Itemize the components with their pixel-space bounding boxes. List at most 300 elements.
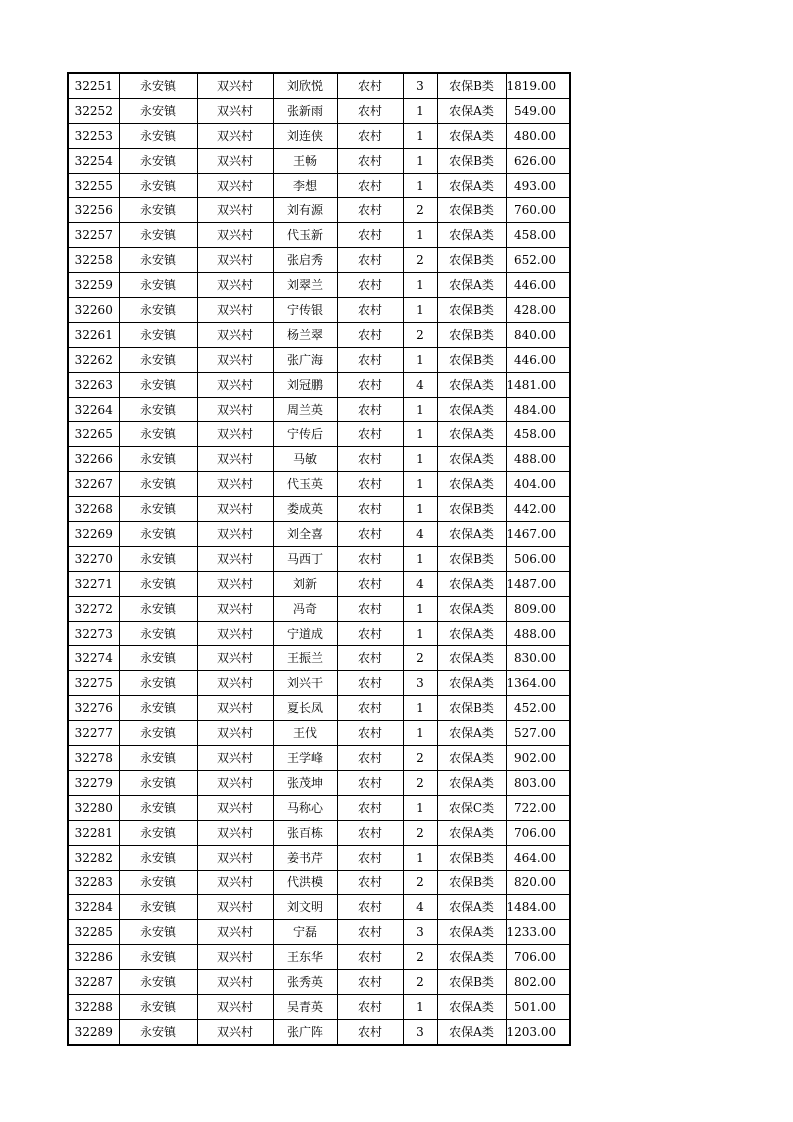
amount-cell: 706.00 bbox=[506, 820, 570, 845]
town-cell: 永安镇 bbox=[119, 795, 197, 820]
amount-cell: 722.00 bbox=[506, 795, 570, 820]
town-cell: 永安镇 bbox=[119, 994, 197, 1019]
record-id-cell: 32274 bbox=[68, 646, 119, 671]
person-name-cell: 王学峰 bbox=[273, 746, 337, 771]
town-cell: 永安镇 bbox=[119, 646, 197, 671]
town-cell: 永安镇 bbox=[119, 845, 197, 870]
area-type-cell: 农村 bbox=[337, 73, 403, 98]
town-cell: 永安镇 bbox=[119, 522, 197, 547]
record-id-cell: 32282 bbox=[68, 845, 119, 870]
household-count-cell: 1 bbox=[403, 546, 437, 571]
town-cell: 永安镇 bbox=[119, 820, 197, 845]
town-cell: 永安镇 bbox=[119, 571, 197, 596]
insurance-type-cell: 农保A类 bbox=[437, 994, 506, 1019]
village-cell: 双兴村 bbox=[197, 696, 273, 721]
insurance-type-cell: 农保A类 bbox=[437, 273, 506, 298]
town-cell: 永安镇 bbox=[119, 422, 197, 447]
town-cell: 永安镇 bbox=[119, 920, 197, 945]
insurance-type-cell: 农保B类 bbox=[437, 546, 506, 571]
record-id-cell: 32260 bbox=[68, 298, 119, 323]
area-type-cell: 农村 bbox=[337, 173, 403, 198]
area-type-cell: 农村 bbox=[337, 223, 403, 248]
insurance-type-cell: 农保A类 bbox=[437, 223, 506, 248]
table-row bbox=[68, 347, 570, 372]
amount-cell: 549.00 bbox=[506, 98, 570, 123]
insurance-type-cell: 农保A类 bbox=[437, 372, 506, 397]
record-id-cell: 32266 bbox=[68, 447, 119, 472]
amount-cell: 488.00 bbox=[506, 621, 570, 646]
amount-cell: 652.00 bbox=[506, 248, 570, 273]
village-cell: 双兴村 bbox=[197, 497, 273, 522]
insurance-type-cell: 农保B类 bbox=[437, 845, 506, 870]
table-row bbox=[68, 422, 570, 447]
table-row bbox=[68, 945, 570, 970]
amount-cell: 809.00 bbox=[506, 596, 570, 621]
insurance-type-cell: 农保A类 bbox=[437, 646, 506, 671]
village-cell: 双兴村 bbox=[197, 646, 273, 671]
area-type-cell: 农村 bbox=[337, 397, 403, 422]
person-name-cell: 马称心 bbox=[273, 795, 337, 820]
table-row bbox=[68, 895, 570, 920]
person-name-cell: 代玉英 bbox=[273, 472, 337, 497]
village-cell: 双兴村 bbox=[197, 671, 273, 696]
area-type-cell: 农村 bbox=[337, 795, 403, 820]
household-count-cell: 3 bbox=[403, 920, 437, 945]
person-name-cell: 刘兴干 bbox=[273, 671, 337, 696]
village-cell: 双兴村 bbox=[197, 522, 273, 547]
household-count-cell: 4 bbox=[403, 571, 437, 596]
table-row bbox=[68, 223, 570, 248]
village-cell: 双兴村 bbox=[197, 472, 273, 497]
person-name-cell: 张茂坤 bbox=[273, 770, 337, 795]
village-cell: 双兴村 bbox=[197, 994, 273, 1019]
village-cell: 双兴村 bbox=[197, 223, 273, 248]
household-count-cell: 2 bbox=[403, 248, 437, 273]
person-name-cell: 冯奇 bbox=[273, 596, 337, 621]
person-name-cell: 周兰英 bbox=[273, 397, 337, 422]
insurance-type-cell: 农保A类 bbox=[437, 746, 506, 771]
record-id-cell: 32283 bbox=[68, 870, 119, 895]
amount-cell: 1364.00 bbox=[506, 671, 570, 696]
person-name-cell: 代洪模 bbox=[273, 870, 337, 895]
insurance-type-cell: 农保B类 bbox=[437, 696, 506, 721]
town-cell: 永安镇 bbox=[119, 596, 197, 621]
household-count-cell: 1 bbox=[403, 397, 437, 422]
household-count-cell: 4 bbox=[403, 372, 437, 397]
area-type-cell: 农村 bbox=[337, 497, 403, 522]
town-cell: 永安镇 bbox=[119, 970, 197, 995]
area-type-cell: 农村 bbox=[337, 895, 403, 920]
record-id-cell: 32270 bbox=[68, 546, 119, 571]
record-id-cell: 32252 bbox=[68, 98, 119, 123]
household-count-cell: 1 bbox=[403, 223, 437, 248]
record-id-cell: 32254 bbox=[68, 148, 119, 173]
record-id-cell: 32265 bbox=[68, 422, 119, 447]
insurance-type-cell: 农保A类 bbox=[437, 721, 506, 746]
insurance-type-cell: 农保A类 bbox=[437, 945, 506, 970]
person-name-cell: 吴青英 bbox=[273, 994, 337, 1019]
area-type-cell: 农村 bbox=[337, 123, 403, 148]
village-cell: 双兴村 bbox=[197, 895, 273, 920]
household-count-cell: 2 bbox=[403, 322, 437, 347]
village-cell: 双兴村 bbox=[197, 795, 273, 820]
area-type-cell: 农村 bbox=[337, 994, 403, 1019]
person-name-cell: 宁磊 bbox=[273, 920, 337, 945]
amount-cell: 1481.00 bbox=[506, 372, 570, 397]
household-count-cell: 1 bbox=[403, 273, 437, 298]
town-cell: 永安镇 bbox=[119, 73, 197, 98]
insurance-type-cell: 农保A类 bbox=[437, 173, 506, 198]
town-cell: 永安镇 bbox=[119, 746, 197, 771]
amount-cell: 820.00 bbox=[506, 870, 570, 895]
area-type-cell: 农村 bbox=[337, 571, 403, 596]
table-row bbox=[68, 248, 570, 273]
table-row bbox=[68, 696, 570, 721]
person-name-cell: 张秀英 bbox=[273, 970, 337, 995]
record-id-cell: 32269 bbox=[68, 522, 119, 547]
amount-cell: 840.00 bbox=[506, 322, 570, 347]
insurance-type-cell: 农保A类 bbox=[437, 1019, 506, 1044]
area-type-cell: 农村 bbox=[337, 845, 403, 870]
village-cell: 双兴村 bbox=[197, 248, 273, 273]
household-count-cell: 1 bbox=[403, 696, 437, 721]
record-id-cell: 32268 bbox=[68, 497, 119, 522]
table-row bbox=[68, 273, 570, 298]
amount-cell: 501.00 bbox=[506, 994, 570, 1019]
area-type-cell: 农村 bbox=[337, 945, 403, 970]
area-type-cell: 农村 bbox=[337, 273, 403, 298]
table-row bbox=[68, 198, 570, 223]
area-type-cell: 农村 bbox=[337, 870, 403, 895]
area-type-cell: 农村 bbox=[337, 621, 403, 646]
record-id-cell: 32286 bbox=[68, 945, 119, 970]
insurance-type-cell: 农保A类 bbox=[437, 397, 506, 422]
person-name-cell: 刘文明 bbox=[273, 895, 337, 920]
table-row bbox=[68, 970, 570, 995]
record-id-cell: 32273 bbox=[68, 621, 119, 646]
village-cell: 双兴村 bbox=[197, 571, 273, 596]
record-id-cell: 32288 bbox=[68, 994, 119, 1019]
person-name-cell: 王振兰 bbox=[273, 646, 337, 671]
area-type-cell: 农村 bbox=[337, 98, 403, 123]
record-id-cell: 32271 bbox=[68, 571, 119, 596]
area-type-cell: 农村 bbox=[337, 422, 403, 447]
table-row bbox=[68, 173, 570, 198]
person-name-cell: 刘新 bbox=[273, 571, 337, 596]
village-cell: 双兴村 bbox=[197, 298, 273, 323]
table-row bbox=[68, 721, 570, 746]
village-cell: 双兴村 bbox=[197, 770, 273, 795]
household-count-cell: 4 bbox=[403, 895, 437, 920]
household-count-cell: 2 bbox=[403, 646, 437, 671]
village-cell: 双兴村 bbox=[197, 621, 273, 646]
town-cell: 永安镇 bbox=[119, 696, 197, 721]
records-table bbox=[67, 72, 571, 1046]
town-cell: 永安镇 bbox=[119, 870, 197, 895]
household-count-cell: 1 bbox=[403, 98, 437, 123]
household-count-cell: 1 bbox=[403, 447, 437, 472]
village-cell: 双兴村 bbox=[197, 397, 273, 422]
record-id-cell: 32277 bbox=[68, 721, 119, 746]
insurance-type-cell: 农保B类 bbox=[437, 870, 506, 895]
amount-cell: 1484.00 bbox=[506, 895, 570, 920]
person-name-cell: 王东华 bbox=[273, 945, 337, 970]
town-cell: 永安镇 bbox=[119, 945, 197, 970]
table-row bbox=[68, 298, 570, 323]
insurance-type-cell: 农保A类 bbox=[437, 472, 506, 497]
insurance-type-cell: 农保B类 bbox=[437, 298, 506, 323]
town-cell: 永安镇 bbox=[119, 472, 197, 497]
record-id-cell: 32262 bbox=[68, 347, 119, 372]
table-row bbox=[68, 98, 570, 123]
village-cell: 双兴村 bbox=[197, 447, 273, 472]
area-type-cell: 农村 bbox=[337, 671, 403, 696]
area-type-cell: 农村 bbox=[337, 1019, 403, 1044]
village-cell: 双兴村 bbox=[197, 596, 273, 621]
amount-cell: 446.00 bbox=[506, 273, 570, 298]
person-name-cell: 马西丁 bbox=[273, 546, 337, 571]
record-id-cell: 32255 bbox=[68, 173, 119, 198]
area-type-cell: 农村 bbox=[337, 298, 403, 323]
area-type-cell: 农村 bbox=[337, 347, 403, 372]
records-body bbox=[68, 73, 570, 1045]
village-cell: 双兴村 bbox=[197, 73, 273, 98]
village-cell: 双兴村 bbox=[197, 148, 273, 173]
village-cell: 双兴村 bbox=[197, 920, 273, 945]
household-count-cell: 2 bbox=[403, 820, 437, 845]
person-name-cell: 刘冠鹏 bbox=[273, 372, 337, 397]
town-cell: 永安镇 bbox=[119, 347, 197, 372]
household-count-cell: 2 bbox=[403, 970, 437, 995]
person-name-cell: 刘有源 bbox=[273, 198, 337, 223]
household-count-cell: 1 bbox=[403, 795, 437, 820]
village-cell: 双兴村 bbox=[197, 173, 273, 198]
household-count-cell: 1 bbox=[403, 621, 437, 646]
amount-cell: 802.00 bbox=[506, 970, 570, 995]
village-cell: 双兴村 bbox=[197, 845, 273, 870]
amount-cell: 480.00 bbox=[506, 123, 570, 148]
table-row bbox=[68, 596, 570, 621]
record-id-cell: 32259 bbox=[68, 273, 119, 298]
person-name-cell: 张新雨 bbox=[273, 98, 337, 123]
town-cell: 永安镇 bbox=[119, 447, 197, 472]
amount-cell: 428.00 bbox=[506, 298, 570, 323]
person-name-cell: 王伐 bbox=[273, 721, 337, 746]
amount-cell: 404.00 bbox=[506, 472, 570, 497]
town-cell: 永安镇 bbox=[119, 273, 197, 298]
person-name-cell: 宁道成 bbox=[273, 621, 337, 646]
insurance-type-cell: 农保B类 bbox=[437, 322, 506, 347]
amount-cell: 458.00 bbox=[506, 422, 570, 447]
insurance-type-cell: 农保A类 bbox=[437, 123, 506, 148]
insurance-type-cell: 农保A类 bbox=[437, 422, 506, 447]
area-type-cell: 农村 bbox=[337, 770, 403, 795]
table-row bbox=[68, 123, 570, 148]
village-cell: 双兴村 bbox=[197, 347, 273, 372]
village-cell: 双兴村 bbox=[197, 123, 273, 148]
household-count-cell: 1 bbox=[403, 123, 437, 148]
amount-cell: 484.00 bbox=[506, 397, 570, 422]
insurance-type-cell: 农保B类 bbox=[437, 970, 506, 995]
amount-cell: 1233.00 bbox=[506, 920, 570, 945]
area-type-cell: 农村 bbox=[337, 746, 403, 771]
table-row bbox=[68, 994, 570, 1019]
town-cell: 永安镇 bbox=[119, 173, 197, 198]
town-cell: 永安镇 bbox=[119, 322, 197, 347]
amount-cell: 493.00 bbox=[506, 173, 570, 198]
village-cell: 双兴村 bbox=[197, 198, 273, 223]
amount-cell: 706.00 bbox=[506, 945, 570, 970]
record-id-cell: 32276 bbox=[68, 696, 119, 721]
person-name-cell: 王畅 bbox=[273, 148, 337, 173]
amount-cell: 442.00 bbox=[506, 497, 570, 522]
area-type-cell: 农村 bbox=[337, 148, 403, 173]
area-type-cell: 农村 bbox=[337, 920, 403, 945]
household-count-cell: 1 bbox=[403, 298, 437, 323]
table-row bbox=[68, 1019, 570, 1044]
village-cell: 双兴村 bbox=[197, 98, 273, 123]
village-cell: 双兴村 bbox=[197, 721, 273, 746]
household-count-cell: 1 bbox=[403, 173, 437, 198]
insurance-type-cell: 农保A类 bbox=[437, 98, 506, 123]
insurance-type-cell: 农保A类 bbox=[437, 447, 506, 472]
record-id-cell: 32261 bbox=[68, 322, 119, 347]
household-count-cell: 2 bbox=[403, 870, 437, 895]
town-cell: 永安镇 bbox=[119, 621, 197, 646]
household-count-cell: 2 bbox=[403, 770, 437, 795]
household-count-cell: 1 bbox=[403, 845, 437, 870]
person-name-cell: 代玉新 bbox=[273, 223, 337, 248]
village-cell: 双兴村 bbox=[197, 945, 273, 970]
person-name-cell: 张百栋 bbox=[273, 820, 337, 845]
household-count-cell: 1 bbox=[403, 347, 437, 372]
table-row bbox=[68, 397, 570, 422]
town-cell: 永安镇 bbox=[119, 895, 197, 920]
person-name-cell: 李想 bbox=[273, 173, 337, 198]
town-cell: 永安镇 bbox=[119, 148, 197, 173]
town-cell: 永安镇 bbox=[119, 223, 197, 248]
area-type-cell: 农村 bbox=[337, 322, 403, 347]
town-cell: 永安镇 bbox=[119, 770, 197, 795]
amount-cell: 830.00 bbox=[506, 646, 570, 671]
area-type-cell: 农村 bbox=[337, 546, 403, 571]
table-row bbox=[68, 845, 570, 870]
table-row bbox=[68, 870, 570, 895]
table-row bbox=[68, 497, 570, 522]
record-id-cell: 32280 bbox=[68, 795, 119, 820]
village-cell: 双兴村 bbox=[197, 546, 273, 571]
table-row bbox=[68, 671, 570, 696]
insurance-type-cell: 农保A类 bbox=[437, 895, 506, 920]
insurance-type-cell: 农保A类 bbox=[437, 522, 506, 547]
amount-cell: 1487.00 bbox=[506, 571, 570, 596]
person-name-cell: 张广阵 bbox=[273, 1019, 337, 1044]
insurance-type-cell: 农保B类 bbox=[437, 497, 506, 522]
amount-cell: 446.00 bbox=[506, 347, 570, 372]
area-type-cell: 农村 bbox=[337, 596, 403, 621]
town-cell: 永安镇 bbox=[119, 497, 197, 522]
village-cell: 双兴村 bbox=[197, 820, 273, 845]
person-name-cell: 宁传银 bbox=[273, 298, 337, 323]
insurance-type-cell: 农保B类 bbox=[437, 248, 506, 273]
amount-cell: 527.00 bbox=[506, 721, 570, 746]
insurance-type-cell: 农保A类 bbox=[437, 671, 506, 696]
area-type-cell: 农村 bbox=[337, 970, 403, 995]
town-cell: 永安镇 bbox=[119, 721, 197, 746]
record-id-cell: 32263 bbox=[68, 372, 119, 397]
record-id-cell: 32257 bbox=[68, 223, 119, 248]
record-id-cell: 32281 bbox=[68, 820, 119, 845]
household-count-cell: 4 bbox=[403, 522, 437, 547]
amount-cell: 458.00 bbox=[506, 223, 570, 248]
insurance-type-cell: 农保A类 bbox=[437, 596, 506, 621]
area-type-cell: 农村 bbox=[337, 472, 403, 497]
household-count-cell: 1 bbox=[403, 994, 437, 1019]
village-cell: 双兴村 bbox=[197, 273, 273, 298]
table-row bbox=[68, 73, 570, 98]
record-id-cell: 32258 bbox=[68, 248, 119, 273]
insurance-type-cell: 农保B类 bbox=[437, 198, 506, 223]
village-cell: 双兴村 bbox=[197, 372, 273, 397]
household-count-cell: 1 bbox=[403, 596, 437, 621]
record-id-cell: 32275 bbox=[68, 671, 119, 696]
amount-cell: 1467.00 bbox=[506, 522, 570, 547]
record-id-cell: 32253 bbox=[68, 123, 119, 148]
insurance-type-cell: 农保A类 bbox=[437, 820, 506, 845]
town-cell: 永安镇 bbox=[119, 248, 197, 273]
town-cell: 永安镇 bbox=[119, 372, 197, 397]
amount-cell: 902.00 bbox=[506, 746, 570, 771]
insurance-type-cell: 农保B类 bbox=[437, 73, 506, 98]
town-cell: 永安镇 bbox=[119, 546, 197, 571]
amount-cell: 488.00 bbox=[506, 447, 570, 472]
town-cell: 永安镇 bbox=[119, 1019, 197, 1044]
person-name-cell: 夏长凤 bbox=[273, 696, 337, 721]
person-name-cell: 刘欣悦 bbox=[273, 73, 337, 98]
town-cell: 永安镇 bbox=[119, 98, 197, 123]
table-row bbox=[68, 447, 570, 472]
record-id-cell: 32267 bbox=[68, 472, 119, 497]
table-row bbox=[68, 770, 570, 795]
record-id-cell: 32251 bbox=[68, 73, 119, 98]
record-id-cell: 32279 bbox=[68, 770, 119, 795]
household-count-cell: 1 bbox=[403, 148, 437, 173]
record-id-cell: 32287 bbox=[68, 970, 119, 995]
household-count-cell: 1 bbox=[403, 472, 437, 497]
town-cell: 永安镇 bbox=[119, 397, 197, 422]
village-cell: 双兴村 bbox=[197, 870, 273, 895]
town-cell: 永安镇 bbox=[119, 123, 197, 148]
area-type-cell: 农村 bbox=[337, 820, 403, 845]
record-id-cell: 32264 bbox=[68, 397, 119, 422]
area-type-cell: 农村 bbox=[337, 447, 403, 472]
village-cell: 双兴村 bbox=[197, 322, 273, 347]
amount-cell: 1203.00 bbox=[506, 1019, 570, 1044]
record-id-cell: 32289 bbox=[68, 1019, 119, 1044]
household-count-cell: 1 bbox=[403, 721, 437, 746]
household-count-cell: 2 bbox=[403, 198, 437, 223]
amount-cell: 464.00 bbox=[506, 845, 570, 870]
village-cell: 双兴村 bbox=[197, 422, 273, 447]
area-type-cell: 农村 bbox=[337, 372, 403, 397]
insurance-type-cell: 农保A类 bbox=[437, 920, 506, 945]
area-type-cell: 农村 bbox=[337, 248, 403, 273]
table-row bbox=[68, 746, 570, 771]
insurance-type-cell: 农保C类 bbox=[437, 795, 506, 820]
town-cell: 永安镇 bbox=[119, 671, 197, 696]
household-count-cell: 3 bbox=[403, 73, 437, 98]
amount-cell: 760.00 bbox=[506, 198, 570, 223]
